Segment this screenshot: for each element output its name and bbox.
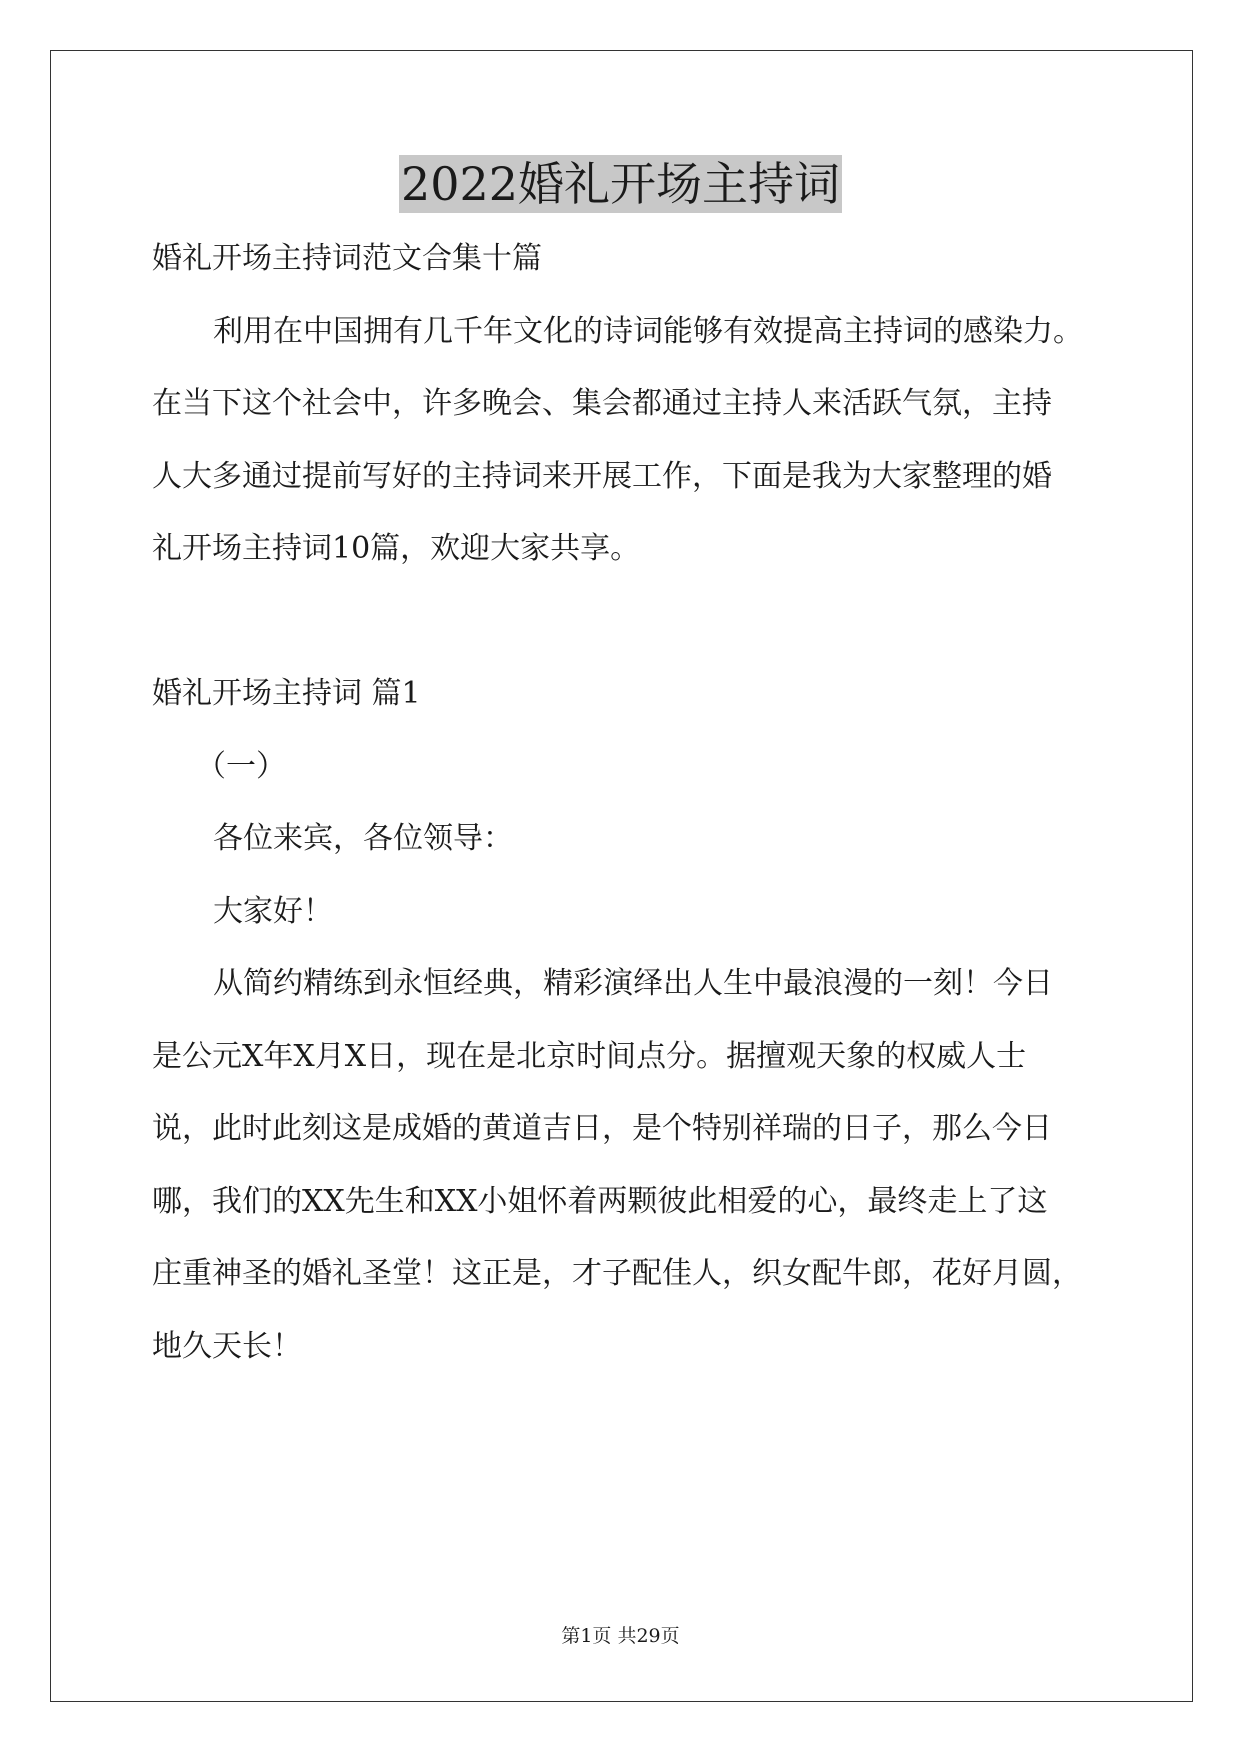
body-line-2: 是公元X年X月X日，现在是北京时间点分。据擅观天象的权威人士 (152, 1039, 1027, 1074)
body-line-1: 从简约精练到永恒经典，精彩演绎出人生中最浪漫的一刻！今日 (213, 966, 1053, 1001)
body-line-5: 庄重神圣的婚礼圣堂！这正是，才子配佳人，织女配牛郎，花好月圆， (152, 1256, 1082, 1291)
intro-line-4: 礼开场主持词10篇，欢迎大家共享。 (152, 531, 641, 566)
title-container (0, 155, 1241, 213)
hello-line: 大家好！ (213, 894, 333, 929)
body-line-6: 地久天长！ (152, 1329, 302, 1364)
intro-line-2: 在当下这个社会中，许多晚会、集会都通过主持人来活跃气氛，主持 (152, 386, 1052, 421)
intro-line-1: 利用在中国拥有几千年文化的诗词能够有效提高主持词的感染力。 (213, 314, 1083, 349)
body-line-4: 哪，我们的XX先生和XX小姐怀着两颗彼此相爱的心，最终走上了这 (152, 1184, 1048, 1219)
page-footer: 第1页 共29页 (561, 1625, 680, 1647)
document-subtitle: 婚礼开场主持词范文合集十篇 (152, 241, 542, 276)
part-label: （一） (196, 749, 286, 784)
document-title: 2022婚礼开场主持词 (400, 157, 841, 211)
greeting-line: 各位来宾，各位领导： (213, 821, 513, 856)
body-line-3: 说，此时此刻这是成婚的黄道吉日，是个特别祥瑞的日子，那么今日 (152, 1111, 1052, 1146)
page-border (50, 50, 1193, 1702)
intro-line-3: 人大多通过提前写好的主持词来开展工作，下面是我为大家整理的婚 (152, 459, 1052, 494)
section-heading: 婚礼开场主持词 篇1 (152, 676, 421, 711)
